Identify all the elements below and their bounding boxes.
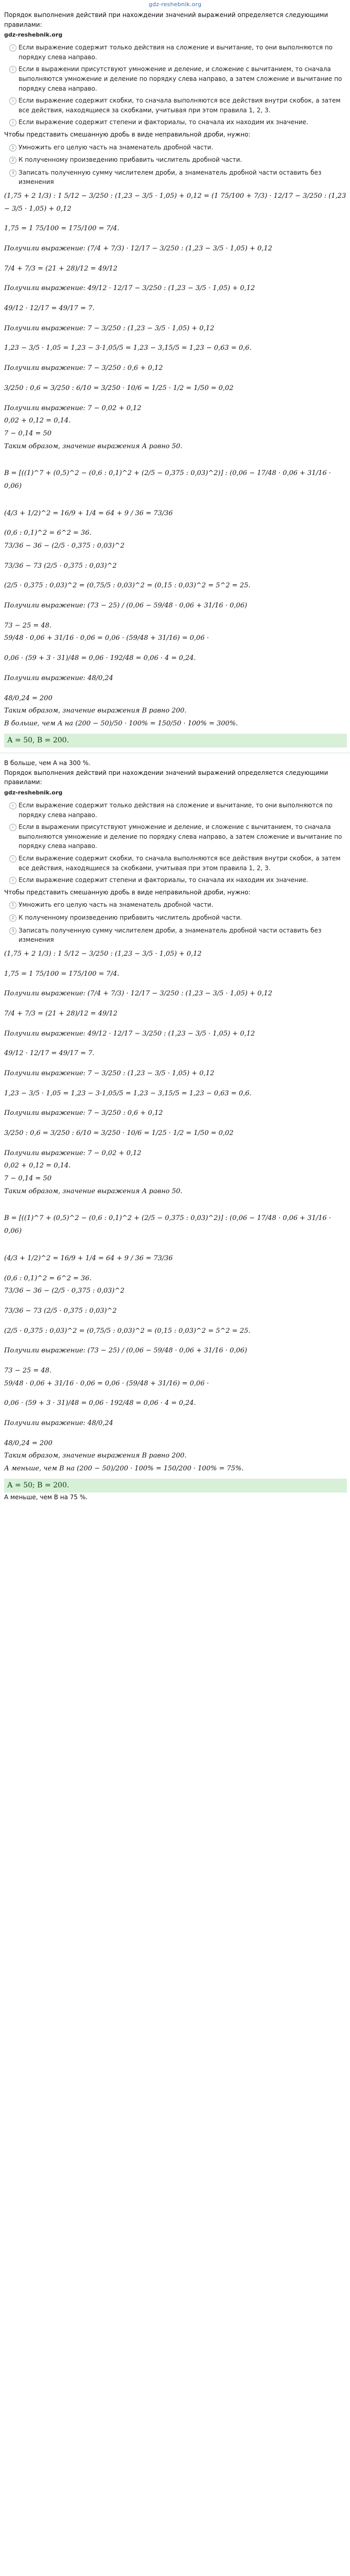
math-line: Получили выражение: (7/4 + 7/3) · 12/17 − 3/250 : (1,23 − 3/5 · 1,05) + 0,12 <box>4 245 272 253</box>
watermark: gdz-reshebnik.org <box>4 31 63 39</box>
math-line: Таким образом, значение выражения А равно 50. <box>4 442 183 450</box>
step-number-icon: 3 <box>9 170 16 177</box>
mixed-fraction-intro: Чтобы представить смешанную дробь в виде неправильной дроби, нужно: <box>4 130 251 138</box>
math-line: Получили выражение: 7 − 3/250 : (1,23 − 3/5 · 1,05) + 0,12 <box>4 324 215 332</box>
math-line: 49/12 · 12/17 = 49/17 = 7. <box>4 304 95 313</box>
math-line: Таким образом, значение выражения В равно 200. <box>4 1452 187 1460</box>
math-line: Получили выражение: 48/0,24 <box>4 1419 113 1427</box>
solution-part-1 <box>0 10 350 748</box>
info-icon: i <box>9 97 16 105</box>
info-icon: i <box>9 877 16 884</box>
math-line: Получили выражение: 7 − 3/250 : 0,6 + 0,12 <box>4 1109 163 1117</box>
math-line: Получили выражение: (7/4 + 7/3) · 12/17 − 3/250 : (1,23 − 3/5 · 1,05) + 0,12 <box>4 990 272 998</box>
rule-text: Если выражение содержит степени и факториалы, то сначала их находим их значение. <box>19 118 308 126</box>
step-number-icon: 2 <box>9 914 16 922</box>
math-line: 73 − 25 = 48. <box>4 621 52 630</box>
math-line: Получили выражение: 7 − 3/250 : (1,23 − 3/5 · 1,05) + 0,12 <box>4 1069 215 1077</box>
answer-box <box>4 734 347 748</box>
info-icon: i <box>9 119 16 126</box>
math-line: 0,02 + 0,12 = 0,14. <box>4 1162 71 1170</box>
math-line: 1,75 = 1 75/100 = 175/100 = 7/4. <box>4 225 119 233</box>
step-number-icon: 2 <box>9 157 16 164</box>
math-line: 48/0,24 = 200 <box>4 694 52 702</box>
math-line: 73/36 − 36 − (2/5 · 0,375 : 0,03)^2 <box>4 542 125 550</box>
info-icon: i <box>9 824 16 831</box>
math-line: 7 − 0,14 = 50 <box>4 1175 52 1183</box>
math-line: Получили выражение: (73 − 25) / (0,06 − 59/48 · 0,06 + 31/16 · 0,06) <box>4 1347 248 1355</box>
step-3 <box>9 926 347 945</box>
rule-3 <box>9 854 347 873</box>
final-conclusion: А меньше, чем В на 75 %. <box>4 1494 88 1501</box>
math-line: 73 − 25 = 48. <box>4 1366 52 1375</box>
math-line: 48/0,24 = 200 <box>4 1439 52 1447</box>
rule-1 <box>9 43 347 62</box>
math-line: 73/36 − 73 (2/5 · 0,375 : 0,03)^2 <box>4 1307 117 1315</box>
rule-3 <box>9 96 347 115</box>
math-line: (2/5 · 0,375 : 0,03)^2 = (0,75/5 : 0,03)^2 = (0,15 : 0,03)^2 = 5^2 = 25. <box>4 1327 251 1335</box>
math-line: Получили выражение: 7 − 3/250 : 0,6 + 0,12 <box>4 364 163 372</box>
step-3 <box>9 168 347 187</box>
math-line: 59/48 · 0,06 + 31/16 · 0,06 = 0,06 · (59/48 + 31/16) = 0,06 · <box>4 634 209 642</box>
rule-text: Если выражение содержит скобки, то сначала выполняются все действия внутри скобок, а затем все действия, находящиеся за скобками, учитывая при этом правила 1, 2, 3. <box>19 97 341 114</box>
step-1 <box>9 900 347 910</box>
math-line: (0,6 : 0,1)^2 = 6^2 = 36. <box>4 1274 92 1282</box>
rule-text: Если выражение содержит степени и факториалы, то сначала их находим их значение. <box>19 876 308 884</box>
answer-text: А = 50; В = 200. <box>7 1481 69 1489</box>
rule-4 <box>9 117 347 127</box>
rule-text: Если выражение содержит скобки, то сначала выполняются все действия внутри скобок, а затем все действия, находящиеся за скобками, учитывая при этом правила 1, 2, 3. <box>19 855 341 872</box>
rule-2 <box>9 64 347 93</box>
math-line: Получили выражение: (73 − 25) / (0,06 − 59/48 · 0,06 + 31/16 · 0,06) <box>4 602 248 610</box>
step-1 <box>9 143 347 152</box>
rule-text: Если в выражении присутствуют умножение и деление, и сложение с вычитанием, то сначала выполняются умножение и деление по порядку слева направо, а затем сложение и вычитание по порядку слева направо. <box>19 65 342 92</box>
math-block <box>4 948 347 1476</box>
info-icon: i <box>9 855 16 862</box>
math-line: 0,06 · (59 + 3 · 31)/48 = 0,06 · 192/48 = 0,06 · 4 = 0,24. <box>4 654 196 663</box>
step-text: Записать полученную сумму числителем дроби, а знаменатель дробной части оставить без изменения <box>19 926 322 944</box>
site-name[interactable]: gdz-reshebnik.org <box>148 1 202 8</box>
math-line: (2/5 · 0,375 : 0,03)^2 = (0,75/5 : 0,03)^2 = (0,15 : 0,03)^2 = 5^2 = 25. <box>4 582 251 590</box>
math-line: (0,6 : 0,1)^2 = 6^2 = 36. <box>4 529 92 537</box>
rule-text: Если в выражении присутствуют умножение и деление, и сложение с вычитанием, то сначала выполняются умножение и деление по порядку слева направо, а затем сложение и вычитание по порядку слева направо. <box>19 823 342 850</box>
math-line: (1,75 + 2 1/3) : 1 5/12 − 3/250 : (1,23 − 3/5 · 1,05) + 0,12 <box>4 950 202 958</box>
answer-text: А = 50, В = 200. <box>7 736 69 744</box>
info-icon: i <box>9 66 16 73</box>
math-line: 1,75 = 1 75/100 = 175/100 = 7/4. <box>4 970 119 978</box>
watermark: gdz-reshebnik.org <box>4 789 63 796</box>
math-line: 1,23 − 3/5 · 1,05 = 1,23 − 3·1,05/5 = 1,23 − 3,15/5 = 1,23 − 0,63 = 0,6. <box>4 344 252 352</box>
info-icon: i <box>9 44 16 52</box>
step-number-icon: 1 <box>9 902 16 909</box>
step-number-icon: 3 <box>9 927 16 935</box>
math-line: 1,23 − 3/5 · 1,05 = 1,23 − 3·1,05/5 = 1,23 − 3,15/5 = 1,23 − 0,63 = 0,6. <box>4 1089 252 1097</box>
rule-4 <box>9 875 347 885</box>
math-line: Таким образом, значение выражения А равно 50. <box>4 1187 183 1195</box>
rules-intro: Порядок выполнения действий при нахождении значений выражений определяется следующими правилами: <box>4 11 330 28</box>
rule-1 <box>9 801 347 820</box>
math-line: B = [((1)^7 + (0,5)^2 − (0,6 : 0,1)^2 + (2/5 − 0,375 : 0,03)^2)] : (0,06 − 17/48 · 0,06 + 31/16 · 0,06) <box>4 469 331 490</box>
math-line: Получили выражение: 7 − 0,02 + 0,12 <box>4 1149 142 1157</box>
math-line: 0,06 · (59 + 3 · 31)/48 = 0,06 · 192/48 = 0,06 · 4 = 0,24. <box>4 1399 196 1408</box>
math-line: 3/250 : 0,6 = 3/250 : 6/10 = 3/250 · 10/6 = 1/25 · 1/2 = 1/50 = 0,02 <box>4 384 234 392</box>
site-header <box>0 0 350 10</box>
math-line: А меньше, чем В на (200 − 50)/200 · 100% = 150/200 · 100% = 75%. <box>4 1465 244 1473</box>
rule-2 <box>9 822 347 851</box>
math-line: 0,02 + 0,12 = 0,14. <box>4 417 71 425</box>
rule-text: Если выражение содержит только действия на сложение и вычитание, то они выполняются по порядку слева направо. <box>19 44 333 61</box>
math-line: 7/4 + 7/3 = (21 + 28)/12 = 49/12 <box>4 264 118 273</box>
rule-text: Если выражение содержит только действия на сложение и вычитание, то они выполняются по порядку слева направо. <box>19 802 333 819</box>
math-line: 73/36 − 36 − (2/5 · 0,375 : 0,03)^2 <box>4 1287 125 1295</box>
step-text: Умножить его целую часть на знаменатель дробной части. <box>19 143 214 151</box>
math-line: (1,75 + 2 1/3) : 1 5/12 − 3/250 : (1,23 − 3/5 · 1,05) + 0,12 = (1 75/100 + 7/3) · 12/17 − 3/250 : (1,23 − 3/5 · 1,05) + 0,12 <box>4 192 346 213</box>
step-text: К полученному произведению прибавить числитель дробной части. <box>19 156 242 164</box>
math-line: 59/48 · 0,06 + 31/16 · 0,06 = 0,06 · (59/48 + 31/16) = 0,06 · <box>4 1379 209 1387</box>
math-line: 49/12 · 12/17 = 49/17 = 7. <box>4 1049 95 1058</box>
mid-note: В больше, чем А на 300 %. <box>4 759 91 767</box>
step-2 <box>9 155 347 165</box>
math-line: Получили выражение: 49/12 · 12/17 − 3/250 : (1,23 − 3/5 · 1,05) + 0,12 <box>4 284 255 293</box>
rules-intro: Порядок выполнения действий при нахождении значений выражений определяется следующими правилами: <box>4 769 330 786</box>
answer-box <box>4 1479 347 1493</box>
math-line: 3/250 : 0,6 = 3/250 : 6/10 = 3/250 · 10/6 = 1/25 · 1/2 = 1/50 = 0,02 <box>4 1129 234 1137</box>
step-2 <box>9 913 347 923</box>
step-text: Умножить его целую часть на знаменатель дробной части. <box>19 901 214 909</box>
mixed-fraction-intro: Чтобы представить смешанную дробь в виде неправильной дроби, нужно: <box>4 888 251 896</box>
math-line: 73/36 − 73 (2/5 · 0,375 : 0,03)^2 <box>4 562 117 570</box>
math-line: (4/3 + 1/2)^2 = 16/9 + 1/4 = 64 + 9 / 36 = 73/36 <box>4 509 173 517</box>
info-icon: i <box>9 802 16 809</box>
solution-part-2 <box>0 758 350 1502</box>
step-number-icon: 1 <box>9 144 16 151</box>
step-text: К полученному произведению прибавить числитель дробной части. <box>19 914 242 922</box>
math-line: 7 − 0,14 = 50 <box>4 429 52 437</box>
math-line: В больше, чем А на (200 − 50)/50 · 100% = 150/50 · 100% = 300%. <box>4 719 238 727</box>
math-line: (4/3 + 1/2)^2 = 16/9 + 1/4 = 64 + 9 / 36 = 73/36 <box>4 1254 173 1262</box>
math-line: 7/4 + 7/3 = (21 + 28)/12 = 49/12 <box>4 1009 118 1018</box>
step-text: Записать полученную сумму числителем дроби, а знаменатель дробной части оставить без изменения <box>19 168 322 186</box>
math-line: Таким образом, значение выражения В равно 200. <box>4 707 187 715</box>
math-line: B = [((1)^7 + (0,5)^2 − (0,6 : 0,1)^2 + (2/5 − 0,375 : 0,03)^2)] : (0,06 − 17/48 · 0,06 + 31/16 · 0,06) <box>4 1214 331 1235</box>
math-line: Получили выражение: 49/12 · 12/17 − 3/250 : (1,23 − 3/5 · 1,05) + 0,12 <box>4 1029 255 1038</box>
math-block <box>4 190 347 731</box>
math-line: Получили выражение: 7 − 0,02 + 0,12 <box>4 404 142 412</box>
math-line: Получили выражение: 48/0,24 <box>4 674 113 682</box>
